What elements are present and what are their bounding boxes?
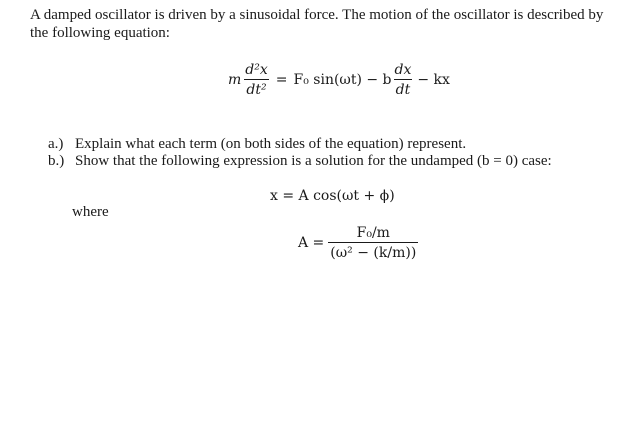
amplitude-denominator: (ω² − (k/m)): [328, 242, 418, 261]
mass-coefficient: m: [228, 72, 242, 88]
second-derivative-fraction: [243, 62, 269, 98]
amplitude-numerator: F₀/m: [356, 225, 390, 241]
question-a-text: Explain what each term (on both sides of the equation) represent.: [75, 136, 467, 152]
question-b-label: b.): [48, 153, 65, 169]
solution-equation: x = A cos(ωt + ϕ): [270, 188, 395, 204]
driving-and-damping-term: F₀ sin(ωt) − b: [293, 72, 392, 88]
first-derivative-denominator: dt: [394, 79, 413, 98]
first-derivative-fraction: [393, 62, 414, 98]
amplitude-lhs: A =: [298, 235, 325, 251]
equation-of-motion: [228, 62, 450, 98]
question-b-text: Show that the following expression is a solution for the undamped (b = 0) case:: [75, 153, 552, 169]
second-derivative-denominator: dt²: [244, 79, 268, 98]
amplitude-equation: [298, 225, 418, 261]
question-a-label: a.): [48, 136, 64, 152]
first-derivative-numerator: dx: [394, 62, 412, 78]
intro-line-1: A damped oscillator is driven by a sinusoidal force. The motion of the oscillator is described by: [30, 7, 604, 23]
equals-sign: =: [275, 72, 288, 88]
amplitude-fraction: [328, 225, 418, 261]
where-label: where: [72, 204, 109, 220]
restoring-force-term: − kx: [417, 72, 450, 88]
intro-line-2: the following equation:: [30, 25, 170, 41]
second-derivative-numerator: d²x: [245, 62, 268, 78]
